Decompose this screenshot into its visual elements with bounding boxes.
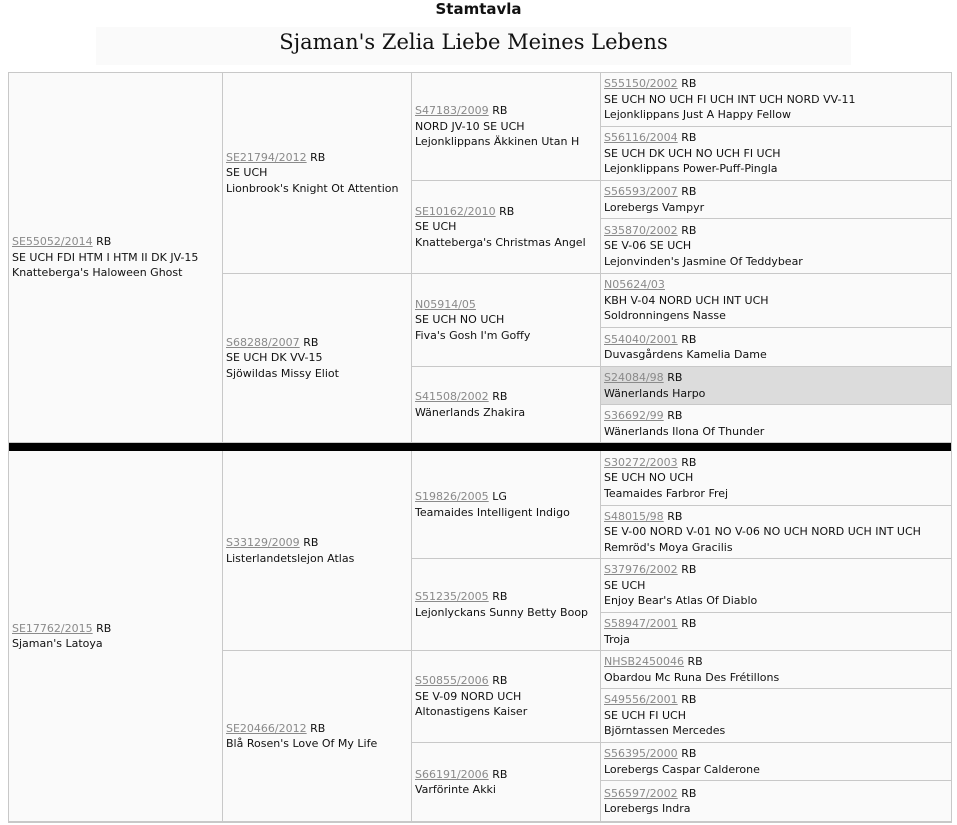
reg-line — [12, 621, 219, 637]
reg-line — [415, 489, 597, 505]
pedigree-cell-g2-3 — [223, 451, 412, 651]
reg-line — [415, 767, 597, 783]
pedigree-cell-g4-11 — [601, 559, 951, 613]
dog-name-text: Lejonklippans Just A Happy Fellow — [604, 108, 791, 122]
reg-line — [415, 673, 597, 689]
dog-name-text: Teamaides Intelligent Indigo — [415, 505, 570, 519]
pedigree-cell-g2-1 — [223, 73, 412, 274]
dog-name-text: Troja — [604, 632, 630, 646]
pedigree-cell-g3-4 — [412, 367, 601, 443]
reg-line — [415, 589, 597, 605]
registration-link[interactable]: S56395/2000 — [604, 747, 678, 760]
reg-line — [604, 184, 948, 200]
dog-name-text: Teamaides Farbror Frej — [604, 486, 729, 500]
reg-line — [604, 223, 948, 239]
dog-name-text: Soldronningens Nasse — [604, 309, 726, 323]
color-code: RB — [667, 371, 683, 384]
dog-name-text: Sjöwildas Missy Eliot — [226, 366, 339, 380]
color-code: RB — [492, 674, 508, 688]
reg-line — [604, 746, 948, 762]
color-code: RB — [681, 455, 697, 469]
registration-link[interactable]: S49556/2001 — [604, 693, 678, 707]
reg-line — [415, 297, 597, 313]
registration-link[interactable]: S54040/2001 — [604, 332, 678, 346]
pedigree-cell-g4-4 — [601, 219, 951, 274]
pedigree-cell-g1-1 — [9, 73, 223, 443]
reg-line — [415, 204, 597, 220]
registration-link[interactable]: S56116/2004 — [604, 131, 678, 145]
color-code: RB — [681, 693, 697, 707]
registration-link[interactable]: S68288/2007 — [226, 335, 300, 349]
reg-line — [226, 335, 408, 351]
color-code: RB — [492, 390, 508, 403]
pedigree-cell-g3-1 — [412, 73, 601, 181]
color-code: RB — [681, 747, 697, 760]
color-code: RB — [681, 786, 697, 800]
color-code: RB — [667, 509, 683, 523]
registration-link[interactable]: S50855/2006 — [415, 674, 489, 688]
color-code: RB — [96, 621, 112, 635]
registration-link[interactable]: SE21794/2012 — [226, 150, 307, 164]
titles: SE UCH — [604, 578, 646, 592]
reg-line — [604, 786, 948, 802]
pedigree-cell-g3-5 — [412, 451, 601, 559]
dog-name-text: Lejonklippans Power-Puff-Pingla — [604, 162, 778, 176]
dog-name-text: Lorebergs Vampyr — [604, 200, 705, 214]
color-code: RB — [681, 77, 697, 91]
reg-line — [604, 616, 948, 632]
titles: SE V-00 NORD V-01 NO V-06 NO UCH NORD UCH INT UCH — [604, 525, 921, 539]
pedigree-cell-g4-10 — [601, 506, 951, 559]
registration-link[interactable]: S58947/2001 — [604, 617, 678, 630]
color-code: RB — [303, 536, 319, 549]
reg-line — [604, 509, 948, 525]
reg-line — [604, 408, 948, 424]
dog-name-box — [96, 27, 851, 65]
registration-link[interactable]: S55150/2002 — [604, 77, 678, 91]
color-code: RB — [681, 617, 697, 630]
dog-name-text: Lejonvinden's Jasmine Of Teddybear — [604, 254, 803, 268]
pedigree-cell-g4-3 — [601, 181, 951, 219]
titles: SE UCH NO UCH — [604, 471, 694, 485]
reg-line — [604, 370, 948, 386]
titles: SE UCH — [415, 220, 457, 234]
registration-link[interactable]: SE20466/2012 — [226, 721, 307, 735]
pedigree-cell-g3-6 — [412, 559, 601, 651]
color-code: RB — [310, 150, 326, 164]
pedigree-cell-g4-16 — [601, 781, 951, 822]
registration-link[interactable]: N05624/03 — [604, 278, 665, 292]
titles: SE V-06 SE UCH — [604, 239, 692, 253]
color-code: RB — [303, 335, 319, 349]
pedigree-cell-g4-7 — [601, 367, 951, 405]
registration-link[interactable]: S47183/2009 — [415, 104, 489, 118]
pedigree-cell-g4-5 — [601, 274, 951, 328]
pedigree-cell-g4-15 — [601, 743, 951, 781]
registration-link[interactable]: S48015/98 — [604, 509, 664, 523]
dog-name-text: Varförinte Akki — [415, 783, 496, 796]
dog-name-text: Enjoy Bear's Atlas Of Diablo — [604, 594, 758, 608]
reg-line — [415, 103, 597, 119]
registration-link[interactable]: SE10162/2010 — [415, 204, 496, 218]
parents-separator — [9, 443, 951, 451]
dog-name-text: Wänerlands Ilona Of Thunder — [604, 424, 765, 438]
pedigree-cell-g4-9 — [601, 451, 951, 506]
titles: SE UCH DK UCH NO UCH FI UCH — [604, 146, 781, 160]
color-code: RB — [492, 590, 508, 603]
titles: SE UCH DK VV-15 — [226, 351, 323, 365]
registration-link[interactable]: N05914/05 — [415, 297, 476, 311]
registration-link[interactable]: S66191/2006 — [415, 767, 489, 781]
reg-line — [415, 389, 597, 405]
pedigree-cell-g4-13 — [601, 651, 951, 689]
color-code: RB — [681, 332, 697, 346]
titles: NORD JV-10 SE UCH — [415, 119, 525, 133]
titles: KBH V-04 NORD UCH INT UCH — [604, 293, 769, 307]
reg-line — [226, 535, 408, 551]
reg-line — [12, 234, 219, 250]
dog-name-text: Lorebergs Indra — [604, 802, 691, 815]
dog-name-text: Sjaman's Latoya — [12, 637, 103, 650]
registration-link[interactable]: S24084/98 — [604, 371, 664, 384]
reg-line — [604, 130, 948, 146]
reg-line — [604, 332, 948, 348]
dog-name-text: Lorebergs Caspar Calderone — [604, 762, 760, 776]
registration-link[interactable]: S56597/2002 — [604, 786, 678, 800]
dog-name-text: Björntassen Mercedes — [604, 724, 726, 738]
pedigree-cell-g4-1 — [601, 73, 951, 127]
pedigree-cell-g3-8 — [412, 743, 601, 822]
registration-link[interactable]: S30272/2003 — [604, 455, 678, 469]
color-code: RB — [687, 655, 703, 668]
dog-name-text: Lejonklippans Äkkinen Utan H — [415, 135, 580, 149]
dog-name-text: Obardou Mc Runa Des Frétillons — [604, 670, 780, 684]
pedigree-table — [8, 72, 952, 823]
color-code: RB — [492, 104, 508, 118]
registration-link[interactable]: S33129/2009 — [226, 536, 300, 549]
pedigree-cell-g3-7 — [412, 651, 601, 743]
registration-link[interactable]: S41508/2002 — [415, 390, 489, 403]
color-code: RB — [681, 563, 697, 577]
dog-name-text: Fiva's Gosh I'm Goffy — [415, 328, 531, 342]
pedigree-cell-g4-12 — [601, 613, 951, 651]
pedigree-cell-g3-2 — [412, 181, 601, 274]
color-code: RB — [310, 721, 326, 735]
color-code: RB — [96, 235, 112, 249]
color-code: RB — [681, 223, 697, 237]
color-code: RB — [681, 185, 697, 198]
titles: SE V-09 NORD UCH — [415, 689, 522, 703]
dog-name-text: Blå Rosen's Love Of My Life — [226, 737, 378, 750]
titles: SE UCH FDI HTM I HTM II DK JV-15 — [12, 250, 199, 264]
registration-link[interactable]: SE55052/2014 — [12, 235, 93, 249]
page-heading: Stamtavla — [435, 0, 522, 18]
dog-name-text: Lejonlyckans Sunny Betty Boop — [415, 605, 589, 619]
pedigree-cell-g1-2 — [9, 451, 223, 822]
color-code: RB — [667, 409, 683, 422]
registration-link[interactable]: S56593/2007 — [604, 185, 678, 198]
reg-line — [604, 277, 948, 293]
color-code: RB — [681, 131, 697, 145]
registration-link[interactable]: S51235/2005 — [415, 590, 489, 603]
pedigree-cell-g2-4 — [223, 651, 412, 822]
dog-name-text: Altonastigens Kaiser — [415, 705, 528, 719]
dog-name-text: Duvasgårdens Kamelia Dame — [604, 348, 767, 361]
titles: SE UCH — [226, 166, 268, 180]
color-code: LG — [492, 490, 507, 503]
registration-link[interactable]: S36692/99 — [604, 409, 664, 422]
dog-name-text: Wänerlands Zhakira — [415, 405, 526, 419]
dog-name-text: Listerlandetslejon Atlas — [226, 551, 355, 565]
pedigree-cell-g4-8 — [601, 405, 951, 443]
color-code: RB — [492, 767, 508, 781]
registration-link[interactable]: S19826/2005 — [415, 490, 489, 503]
dog-name-text: Remröd's Moya Gracilis — [604, 540, 733, 554]
reg-line — [604, 654, 948, 670]
titles: SE UCH NO UCH FI UCH INT UCH NORD VV-11 — [604, 92, 856, 106]
titles: SE UCH FI UCH — [604, 708, 687, 722]
registration-link[interactable]: NHSB2450046 — [604, 655, 685, 668]
registration-link[interactable]: S37976/2002 — [604, 563, 678, 577]
pedigree-cell-g4-14 — [601, 689, 951, 743]
dog-name-text: Wänerlands Harpo — [604, 386, 706, 400]
pedigree-cell-g4-2 — [601, 127, 951, 181]
reg-line — [226, 721, 408, 737]
titles: SE UCH NO UCH — [415, 313, 505, 327]
registration-link[interactable]: SE17762/2015 — [12, 621, 93, 635]
dog-name-text: Lionbrook's Knight Ot Attention — [226, 181, 399, 195]
pedigree-cell-g4-6 — [601, 328, 951, 367]
reg-line — [604, 692, 948, 708]
reg-line — [604, 455, 948, 471]
page-header — [0, 0, 957, 70]
dog-name-text: Knatteberga's Christmas Angel — [415, 235, 586, 249]
color-code: RB — [499, 204, 515, 218]
dog-name-text: Knatteberga's Haloween Ghost — [12, 266, 183, 280]
reg-line — [604, 562, 948, 578]
pedigree-cell-g2-2 — [223, 274, 412, 443]
registration-link[interactable]: S35870/2002 — [604, 223, 678, 237]
dog-name: Sjaman's Zelia Liebe Meines Lebens — [279, 30, 668, 54]
pedigree-cell-g3-3 — [412, 274, 601, 367]
reg-line — [604, 76, 948, 92]
reg-line — [226, 150, 408, 166]
